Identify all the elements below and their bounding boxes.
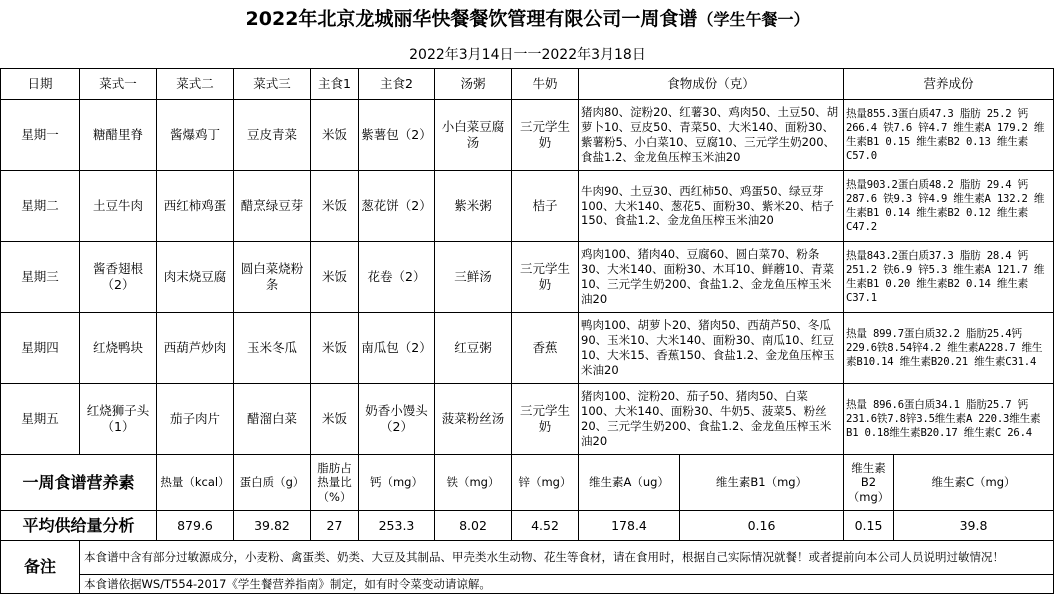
table-row: [1, 384, 1054, 455]
dish2-cell: 西葫芦炒肉: [157, 313, 234, 384]
table-row: [1, 171, 1054, 242]
nutrition-cell: 热量855.3蛋白质47.3 脂肪 25.2 钙266.4 铁7.6 锌4.7 维生素A 179.2 维生素B1 0.15 维生素B2 0.13 维生素C57.0: [844, 100, 1054, 171]
staple2-cell: 奶香小馒头（2）: [359, 384, 435, 455]
dish3-cell: 醋溜白菜: [234, 384, 311, 455]
soup-cell: 三鲜汤: [435, 242, 512, 313]
nutrition-cell: 热量903.2蛋白质48.2 脂肪 29.4 钙287.6 铁9.3 锌4.9 维生素A 132.2 维生素B1 0.14 维生素B2 0.12 维生素C47.2: [844, 171, 1054, 242]
table-row: [1, 313, 1054, 384]
page-title: [0, 0, 1055, 38]
title-main: 2022年北京龙城丽华快餐餐饮管理有限公司一周食谱: [245, 8, 698, 30]
dish2-cell: 西红柿鸡蛋: [157, 171, 234, 242]
dish1-cell: 土豆牛肉: [80, 171, 157, 242]
day-label: 星期三: [1, 242, 80, 313]
milk-cell: 三元学生奶: [512, 384, 579, 455]
protein-value: 39.82: [234, 511, 311, 541]
dish1-cell: 酱香翅根（2）: [80, 242, 157, 313]
calcium-value: 253.3: [359, 511, 435, 541]
header-staple1: 主食1: [311, 69, 359, 100]
day-label: 星期二: [1, 171, 80, 242]
vit-b1-header: 维生素B1（mg）: [680, 455, 844, 511]
soup-cell: 紫米粥: [435, 171, 512, 242]
staple2-cell: 紫薯包（2）: [359, 100, 435, 171]
soup-cell: 小白菜豆腐汤: [435, 100, 512, 171]
nutrition-cell: 热量 899.7蛋白质32.2 脂肪25.4钙229.6铁8.54锌4.2 维生素A228.7 维生素B10.14 维生素B20.21 维生素C31.4: [844, 313, 1054, 384]
header-milk: 牛奶: [512, 69, 579, 100]
header-date: 日期: [1, 69, 80, 100]
protein-header: 蛋白质（g）: [234, 455, 311, 511]
header-dish1: 菜式一: [80, 69, 157, 100]
energy-header: 热量（kcal）: [157, 455, 234, 511]
header-dish2: 菜式二: [157, 69, 234, 100]
staple1-cell: 米饭: [311, 171, 359, 242]
dish2-cell: 茄子肉片: [157, 384, 234, 455]
milk-cell: 香蕉: [512, 313, 579, 384]
ingredients-cell: 鸡肉100、猪肉40、豆腐60、圆白菜70、粉条30、大米140、面粉30、木耳10、鲜蘑10、青菜10、三元学生奶200、食盐1.2、金龙鱼压榨玉米油20: [579, 242, 844, 313]
ingredients-cell: 鸭肉100、胡萝卜20、猪肉50、西葫芦50、冬瓜90、玉米10、大米140、面粉30、南瓜10、红豆10、大米15、香蕉150、食盐1.2、金龙鱼压榨玉米油20: [579, 313, 844, 384]
milk-cell: 三元学生奶: [512, 100, 579, 171]
header-soup: 汤粥: [435, 69, 512, 100]
menu-table: [0, 68, 1054, 594]
table-row: [1, 100, 1054, 171]
header-nutrition: 营养成份: [844, 69, 1054, 100]
date-range: 2022年3月14日一一2022年3月18日: [409, 47, 646, 63]
vit-c-value: 39.8: [894, 511, 1054, 541]
day-label: 星期四: [1, 313, 80, 384]
title-sub: （学生午餐一）: [697, 10, 810, 29]
dish1-cell: 糖醋里脊: [80, 100, 157, 171]
energy-value: 879.6: [157, 511, 234, 541]
vit-b2-header: 维生素B2（mg）: [844, 455, 894, 511]
summary-header-row: [1, 455, 1054, 511]
header-staple2: 主食2: [359, 69, 435, 100]
vit-b2-value: 0.15: [844, 511, 894, 541]
day-label: 星期一: [1, 100, 80, 171]
dish3-cell: 圆白菜烧粉条: [234, 242, 311, 313]
vit-c-header: 维生素C（mg）: [894, 455, 1054, 511]
staple2-cell: 花卷（2）: [359, 242, 435, 313]
vit-a-value: 178.4: [579, 511, 680, 541]
iron-header: 铁（mg）: [435, 455, 512, 511]
remarks-row: [1, 575, 1054, 594]
ingredients-cell: 猪肉80、淀粉20、红薯30、鸡肉50、土豆50、胡萝卜10、豆皮50、青菜50、大米140、面粉30、紫薯粉5、小白菜10、豆腐10、三元学生奶200、食盐1.2、金龙鱼压榨玉米油20: [579, 100, 844, 171]
dish1-cell: 红烧鸭块: [80, 313, 157, 384]
vit-a-header: 维生素A（ug）: [579, 455, 680, 511]
fat-ratio-header: 脂肪占热量比（%）: [311, 455, 359, 511]
avg-label: 平均供给量分析: [1, 511, 157, 541]
summary-values-row: [1, 511, 1054, 541]
soup-cell: 菠菜粉丝汤: [435, 384, 512, 455]
ingredients-cell: 猪肉100、淀粉20、茄子50、猪肉50、白菜100、大米140、面粉30、牛奶5、菠菜5、粉丝20、三元学生奶200、食盐1.2、金龙鱼压榨玉米油20: [579, 384, 844, 455]
zinc-header: 锌（mg）: [512, 455, 579, 511]
iron-value: 8.02: [435, 511, 512, 541]
fat-ratio-value: 27: [311, 511, 359, 541]
header-dish3: 菜式三: [234, 69, 311, 100]
dish3-cell: 醋烹绿豆芽: [234, 171, 311, 242]
dish2-cell: 酱爆鸡丁: [157, 100, 234, 171]
zinc-value: 4.52: [512, 511, 579, 541]
nutrition-cell: 热量843.2蛋白质37.3 脂肪 28.4 钙251.2 铁6.9 锌5.3 维生素A 121.7 维生素B1 0.20 维生素B2 0.14 维生素C37.1: [844, 242, 1054, 313]
staple1-cell: 米饭: [311, 384, 359, 455]
table-row: [1, 242, 1054, 313]
vit-b1-value: 0.16: [680, 511, 844, 541]
milk-cell: 三元学生奶: [512, 242, 579, 313]
remarks-allergen: 本食谱中含有部分过敏源成分，小麦粉、禽蛋类、奶类、大豆及其制品、甲壳类水生动物、花生等食材，请在食用时，根据自己实际情况就餐！或者提前向本公司人员说明过敏情况！: [80, 541, 1054, 575]
header-ingredients: 食物成份（克）: [579, 69, 844, 100]
nutrition-cell: 热量 896.6蛋白质34.1 脂肪25.7 钙231.6铁7.8锌3.5维生素A 220.3维生素B1 0.18维生素B20.17 维生素C 26.4: [844, 384, 1054, 455]
dish3-cell: 豆皮青菜: [234, 100, 311, 171]
remarks-row: [1, 541, 1054, 575]
soup-cell: 红豆粥: [435, 313, 512, 384]
header-row: [1, 69, 1054, 100]
dish2-cell: 肉末烧豆腐: [157, 242, 234, 313]
ingredients-cell: 牛肉90、土豆30、西红柿50、鸡蛋50、绿豆芽100、大米140、葱花5、面粉30、紫米20、桔子150、食盐1.2、金龙鱼压榨玉米油20: [579, 171, 844, 242]
staple1-cell: 米饭: [311, 313, 359, 384]
staple1-cell: 米饭: [311, 242, 359, 313]
dish3-cell: 玉米冬瓜: [234, 313, 311, 384]
summary-label: 一周食谱营养素: [1, 455, 157, 511]
staple1-cell: 米饭: [311, 100, 359, 171]
day-label: 星期五: [1, 384, 80, 455]
calcium-header: 钙（mg）: [359, 455, 435, 511]
dish1-cell: 红烧狮子头（1）: [80, 384, 157, 455]
milk-cell: 桔子: [512, 171, 579, 242]
staple2-cell: 葱花饼（2）: [359, 171, 435, 242]
remarks-standard: 本食谱依据WS/T554-2017《学生餐营养指南》制定，如有时令菜变动请谅解。: [80, 575, 1054, 594]
staple2-cell: 南瓜包（2）: [359, 313, 435, 384]
remarks-label: 备注: [1, 541, 80, 594]
